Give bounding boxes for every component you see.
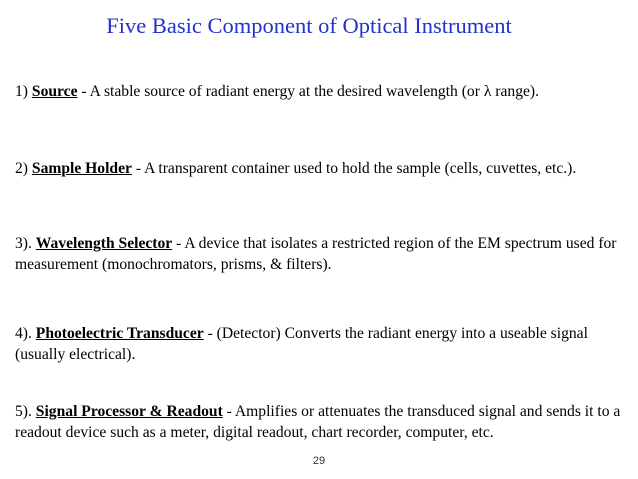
component-item-wavelength-selector: [15, 233, 627, 275]
component-item-source: [15, 81, 627, 102]
component-item-signal-processor: [15, 401, 627, 443]
item-number: 5).: [15, 403, 36, 420]
item-term: Photoelectric Transducer: [35, 325, 204, 342]
component-item-photoelectric-transducer: [15, 323, 627, 365]
item-term: Signal Processor & Readout: [35, 403, 223, 420]
item-term: Source: [31, 83, 78, 100]
item-term: Wavelength Selector: [35, 235, 173, 252]
item-number: 3).: [15, 235, 36, 252]
page-number: 29: [312, 455, 326, 467]
item-number: 1): [15, 83, 32, 100]
item-description: - (Detector) Converts the radiant energy into a useable signal (usually electrical).: [15, 325, 588, 363]
item-number: 4).: [15, 325, 36, 342]
item-description: - A stable source of radiant energy at the desired wavelength (or λ range).: [77, 83, 539, 100]
item-term: Sample Holder: [31, 160, 132, 177]
item-description: - A device that isolates a restricted region of the EM spectrum used for measurement (monochromators, prisms, & filters).: [15, 235, 617, 273]
item-description: - A transparent container used to hold the sample (cells, cuvettes, etc.).: [131, 160, 577, 177]
item-number: 2): [15, 160, 32, 177]
component-item-sample-holder: [15, 158, 627, 179]
slide-title: Five Basic Component of Optical Instrument: [106, 13, 512, 38]
item-description: - Amplifies or attenuates the transduced signal and sends it to a readout device such as a meter, digital readout, chart recorder, computer, etc.: [15, 403, 621, 441]
